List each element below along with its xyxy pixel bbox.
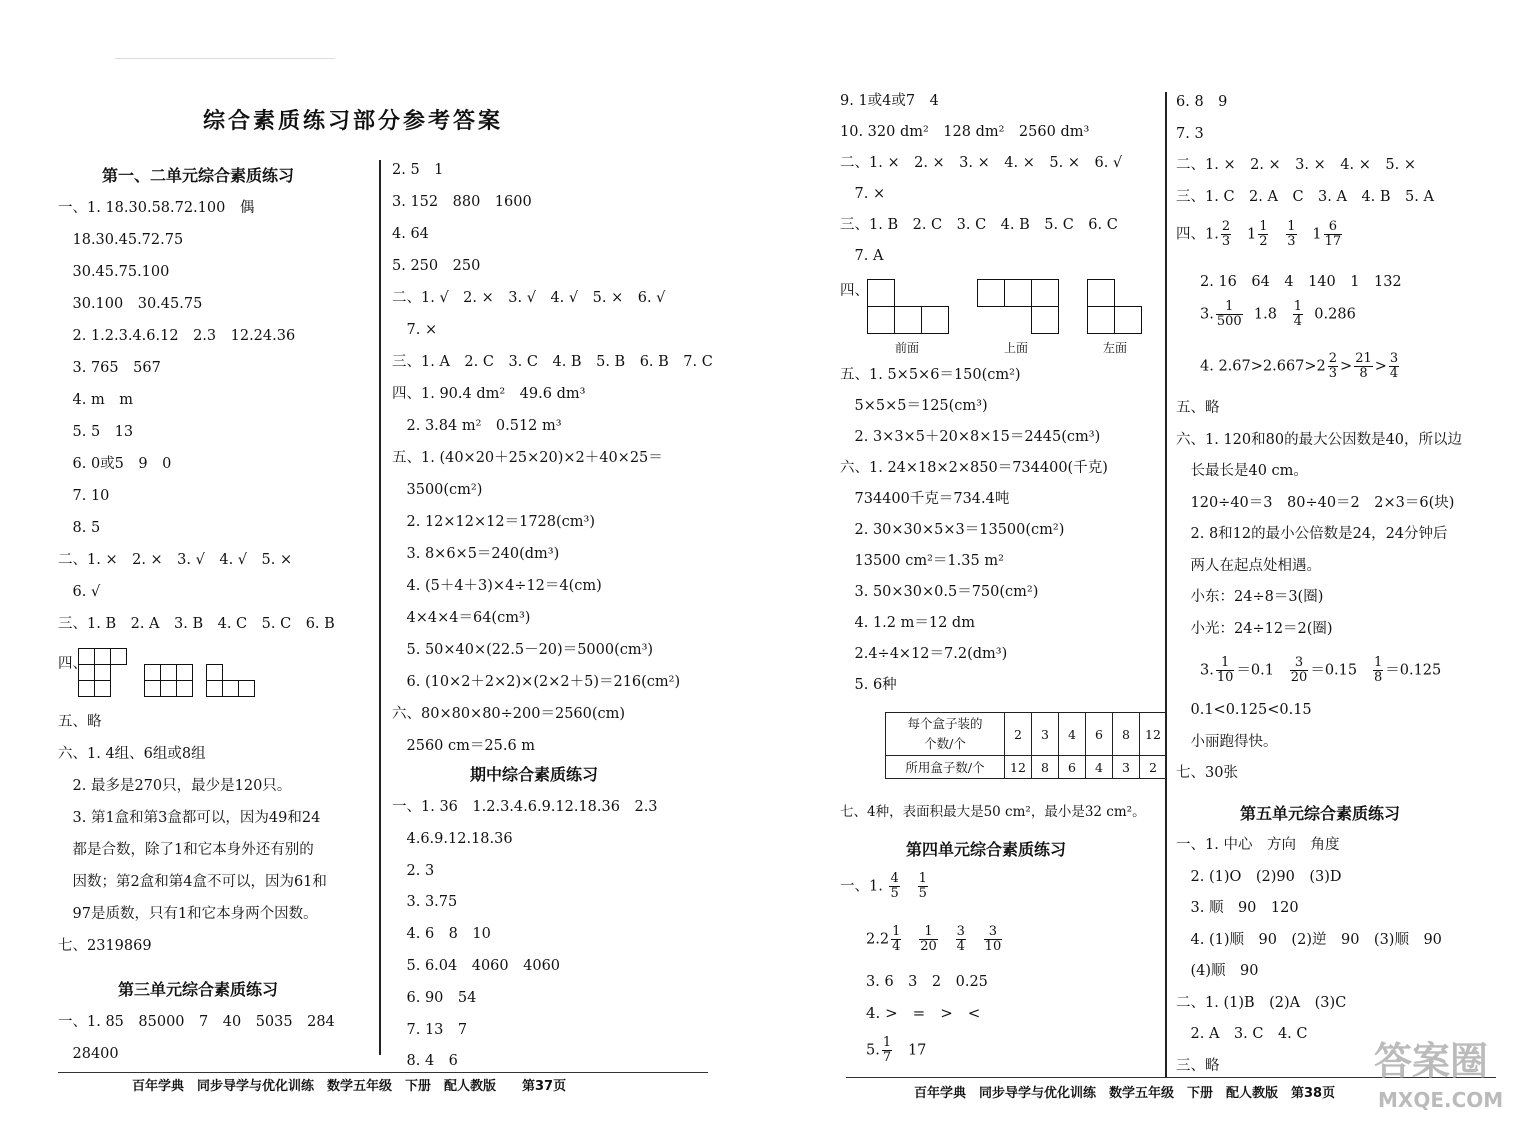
answer-line: 五、1. (40×20＋25×20)×2＋40×25＝ [392,450,663,466]
right-page [768,0,1536,1121]
answer-line: 三、1. C 2. A C 3. A 4. B 5. A [1176,188,1434,205]
watermark-logo: 答案圈 [1374,1039,1489,1083]
answer-line: 小丽跑得快。 [1176,733,1278,750]
watermark-url: MXQE.COM [1378,1088,1504,1112]
q4-1-fractions: 四、1. $\frac{2}{3}$ 1 $\frac{1}{2}$ $\frac{1}{3}$ 1 $\frac{6}{17}$ [1176,219,1342,249]
answer-line: 长最长是40 cm。 [1176,463,1308,479]
answer-line: 2. 最多是270只，最少是120只。 [58,778,292,794]
answer-line: 734400千克＝734.4吨 [840,491,1010,507]
answer-line: 三、1. A 2. C 3. C 4. B 5. B 6. B 7. C [392,354,713,370]
answer-line: 2. 30×30×5×3＝13500(cm²) [840,522,1065,538]
column-divider-right [1165,92,1167,1077]
answer-line: 二、1. √ 2. × 3. √ 4. √ 5. × 6. √ [392,290,666,306]
answer-line: 4. (5＋4＋3)×4÷12＝4(cm) [392,578,602,594]
answer-line: 3. 顺 90 120 [1176,900,1299,916]
footer-rule-left [58,1072,708,1073]
q7-answer: 七、4种，表面积最大是50 cm²，最小是32 cm²。 [840,804,1146,820]
answer-line: 7. A [840,248,884,264]
view-label-front: 前面 [895,341,920,355]
answer-line: 30.45.75.100 [58,264,170,280]
table-cell: 6 [1086,713,1113,756]
u4-q3: 3. 6 3 2 0.25 [866,974,988,990]
answer-line: 7. 13 7 [392,1021,468,1038]
section-heading-unit-3: 第三单元综合素质练习 [118,980,279,999]
answer-line: 二、1. × 2. × 3. √ 4. √ 5. × [58,552,293,568]
answer-line: 4. 1.2 m＝12 dm [840,615,975,631]
answer-line: 三、1. B 2. A 3. B 4. C 5. C 6. B [58,616,335,632]
q4-label-right: 四、 [840,283,869,299]
answer-line: 一、1. 36 1.2.3.4.6.9.12.18.36 2.3 [392,799,658,815]
answer-line: 4. (1)顺 90 (2)逆 90 (3)顺 90 [1176,931,1442,948]
answer-line: 一、1. 中心 方向 角度 [1176,837,1340,853]
answer-line: 六、1. 4组、6组或8组 [58,746,206,762]
view-label-top: 上面 [1004,341,1029,355]
answer-line: 5. 6.04 4060 4060 [392,958,561,974]
answer-line: 七、2319869 [58,938,152,954]
answer-line: 5. 50×40×(22.5－20)＝5000(cm³) [392,642,654,658]
answer-line: 小光：24÷12＝2(圈) [1176,620,1333,637]
answer-line: 7. 3 [1176,125,1204,142]
table-header-cell: 每个盒子装的 个数/个 [886,713,1005,756]
answer-line: 3. 3.75 [392,894,458,911]
answer-line: 3. 50×30×0.5＝750(cm²) [840,584,1039,600]
answer-line: 2. 8和12的最小公倍数是24，24分钟后 [1176,526,1448,542]
answer-line: 3. 152 880 1600 [392,194,532,210]
answer-line: 都是合数，除了1和它本身外还有别的 [58,842,314,858]
answer-line: 2. A 3. C 4. C [1176,1026,1308,1042]
answer-line: 97是质数，只有1和它本身两个因数。 [58,906,318,922]
answer-line: (4)顺 90 [1176,963,1259,979]
answer-line: 二、1. (1)B (2)A (3)C [1176,994,1347,1011]
section-heading-unit-1-2: 第一、二单元综合素质练习 [102,166,295,185]
answer-line: 4. m m [58,392,133,408]
table-cell: 8 [1032,756,1059,779]
answer-line: 6. (10×2＋2×2)×(2×2＋5)＝216(cm²) [392,674,681,690]
answer-line: 一、1. 85 85000 7 40 5035 284 [58,1014,335,1030]
answer-line: 7. × [840,186,886,202]
answer-line: 120÷40＝3 80÷40＝2 2×3＝6(块) [1176,494,1455,511]
answer-line: 3. 8×6×5＝240(dm³) [392,546,560,562]
answer-line: 2. 3×3×5＋20×8×15＝2445(cm³) [840,429,1101,445]
answer-line: 2. 3.84 m² 0.512 m³ [392,418,562,434]
page-title: 综合素质练习部分参考答案 [203,109,504,134]
column-divider-left [379,160,381,1055]
three-view-figures [78,648,258,698]
answer-line: 13500 cm²＝1.35 m² [840,553,1004,569]
answer-line: 6. √ [58,584,101,600]
table-cell: 4 [1086,756,1113,779]
answer-line: 2560 cm＝25.6 m [392,738,536,754]
answer-line: 4. 64 [392,226,429,242]
answer-line: 9. 1或4或7 4 [840,93,939,109]
answer-line: 二、1. × 2. × 3. × 4. × 5. × [1176,157,1416,173]
answer-line: 3500(cm²) [392,482,483,498]
answer-line: 30.100 30.45.75 [58,296,203,312]
answer-line: 六、1. 120和80的最大公因数是40，所以边 [1176,431,1463,448]
answer-line: 小东：24÷8＝3(圈) [1176,589,1324,605]
answer-line: 18.30.45.72.75 [58,232,184,248]
answer-line: 3. 第1盒和第3盒都可以，因为49和24 [58,810,321,826]
answer-line: 三、略 [1176,1057,1220,1074]
answer-line: 六、80×80×80÷200＝2560(cm) [392,706,626,722]
boxes-table [885,712,1167,779]
answer-line: 六、1. 24×18×2×850＝734400(千克) [840,460,1108,476]
u4-q2: 2.2 $\frac{1}{4}$ $\frac{1}{20}$ $\frac{3}{4}$ $\frac{3}{10}$ [866,924,1002,954]
table-cell: 12 [1140,713,1167,756]
answer-line: 2. 12×12×12＝1728(cm³) [392,514,595,530]
q4-2: 2. 16 64 4 140 1 132 [1200,274,1402,290]
answer-line: 2. 3 [392,862,435,879]
answer-line: 6. 0或5 9 0 [58,456,172,472]
section-heading-unit-5: 第五单元综合素质练习 [1240,804,1401,823]
answer-line: 2. 1.2.3.4.6.12 2.3 12.24.36 [58,328,296,344]
answer-line: 5. 6种 [840,677,897,693]
table-cell: 12 [1005,756,1032,779]
q4-3: 3. $\frac{1}{500}$ 1.8 $\frac{1}{4}$ 0.286 [1200,299,1356,329]
answer-line: 5×5×5＝125(cm³) [840,398,988,414]
answer-line: 两人在起点处相遇。 [1176,557,1321,574]
answer-line: 6. 8 9 [1176,94,1228,110]
answer-line: 2.4÷4×12＝7.2(dm³) [840,646,1008,662]
q4-4: 4. 2.67>2.667>2 $\frac{2}{3}$ > $\frac{21}{8}$ > $\frac{3}{4}$ [1200,351,1399,381]
answer-line: 2. (1)O (2)90 (3)D [1176,868,1342,885]
answer-line: 0.1<0.125<0.15 [1176,702,1312,718]
table-cell: 2 [1140,756,1167,779]
table-row [886,756,1167,779]
u4-q1: 一、1. $\frac{4}{5}$ $\frac{1}{5}$ [840,871,927,901]
table-cell: 6 [1059,756,1086,779]
answer-line: 10. 320 dm² 128 dm² 2560 dm³ [840,124,1090,140]
answer-line: 3. 765 567 [58,360,161,376]
u4-q4: 4. > = > < [866,1004,981,1022]
answer-line: 五、1. 5×5×6＝150(cm²) [840,367,1021,383]
table-cell: 3 [1113,756,1140,779]
q6-3-fractions: 3. $\frac{1}{10}$ ＝0.1 $\frac{3}{20}$ ＝0.15 $\frac{1}{8}$ ＝0.125 [1200,655,1442,685]
table-cell: 2 [1005,713,1032,756]
table-cell: 3 [1032,713,1059,756]
answer-line: 五、略 [58,714,102,730]
answer-line: 一、1. 18.30.58.72.100 偶 [58,200,255,216]
table-header-cell: 所用盒子数/个 [886,756,1005,779]
answer-line: 4×4×4＝64(cm³) [392,610,531,626]
u4-q5: 5. $\frac{1}{7}$ 17 [866,1035,927,1065]
q4-label: 四、 [58,656,87,672]
answer-line: 6. 90 54 [392,989,477,1006]
answer-line: 7. × [392,322,438,338]
answer-line: 8. 5 [58,520,101,536]
answer-line: 因数；第2盒和第4盒不可以，因为61和 [58,874,327,890]
section-heading-unit-4: 第四单元综合素质练习 [906,840,1067,859]
answer-line: 8. 4 6 [392,1053,458,1070]
table-row [886,713,1167,756]
footer-right: 百年学典 同步导学与优化训练 数学五年级 下册 配人教版 第38页 [914,1086,1336,1101]
answer-line: 三、1. B 2. C 3. C 4. B 5. C 6. C [840,217,1118,233]
answer-line: 2. 5 1 [392,162,444,178]
answer-line: 4. 6 8 10 [392,926,491,943]
answer-line: 28400 [58,1046,119,1062]
answer-line: 7. 10 [58,488,110,504]
answer-line: 5. 5 13 [58,424,134,440]
top-rule [115,58,335,59]
footer-left: 百年学典 同步导学与优化训练 数学五年级 下册 配人教版 第37页 [132,1079,567,1094]
answer-line: 4.6.9.12.18.36 [392,830,513,847]
three-view-figures-right [867,279,1147,354]
section-heading-midterm: 期中综合素质练习 [470,765,599,784]
table-cell: 8 [1113,713,1140,756]
answer-line: 四、1. 90.4 dm² 49.6 dm³ [392,386,586,402]
table-cell: 4 [1059,713,1086,756]
answer-line: 五、略 [1176,400,1220,416]
answer-line: 二、1. × 2. × 3. × 4. × 5. × 6. √ [840,155,1123,171]
answer-line: 5. 250 250 [392,258,481,274]
view-label-left: 左面 [1103,341,1128,355]
answer-line: 七、30张 [1176,765,1238,781]
